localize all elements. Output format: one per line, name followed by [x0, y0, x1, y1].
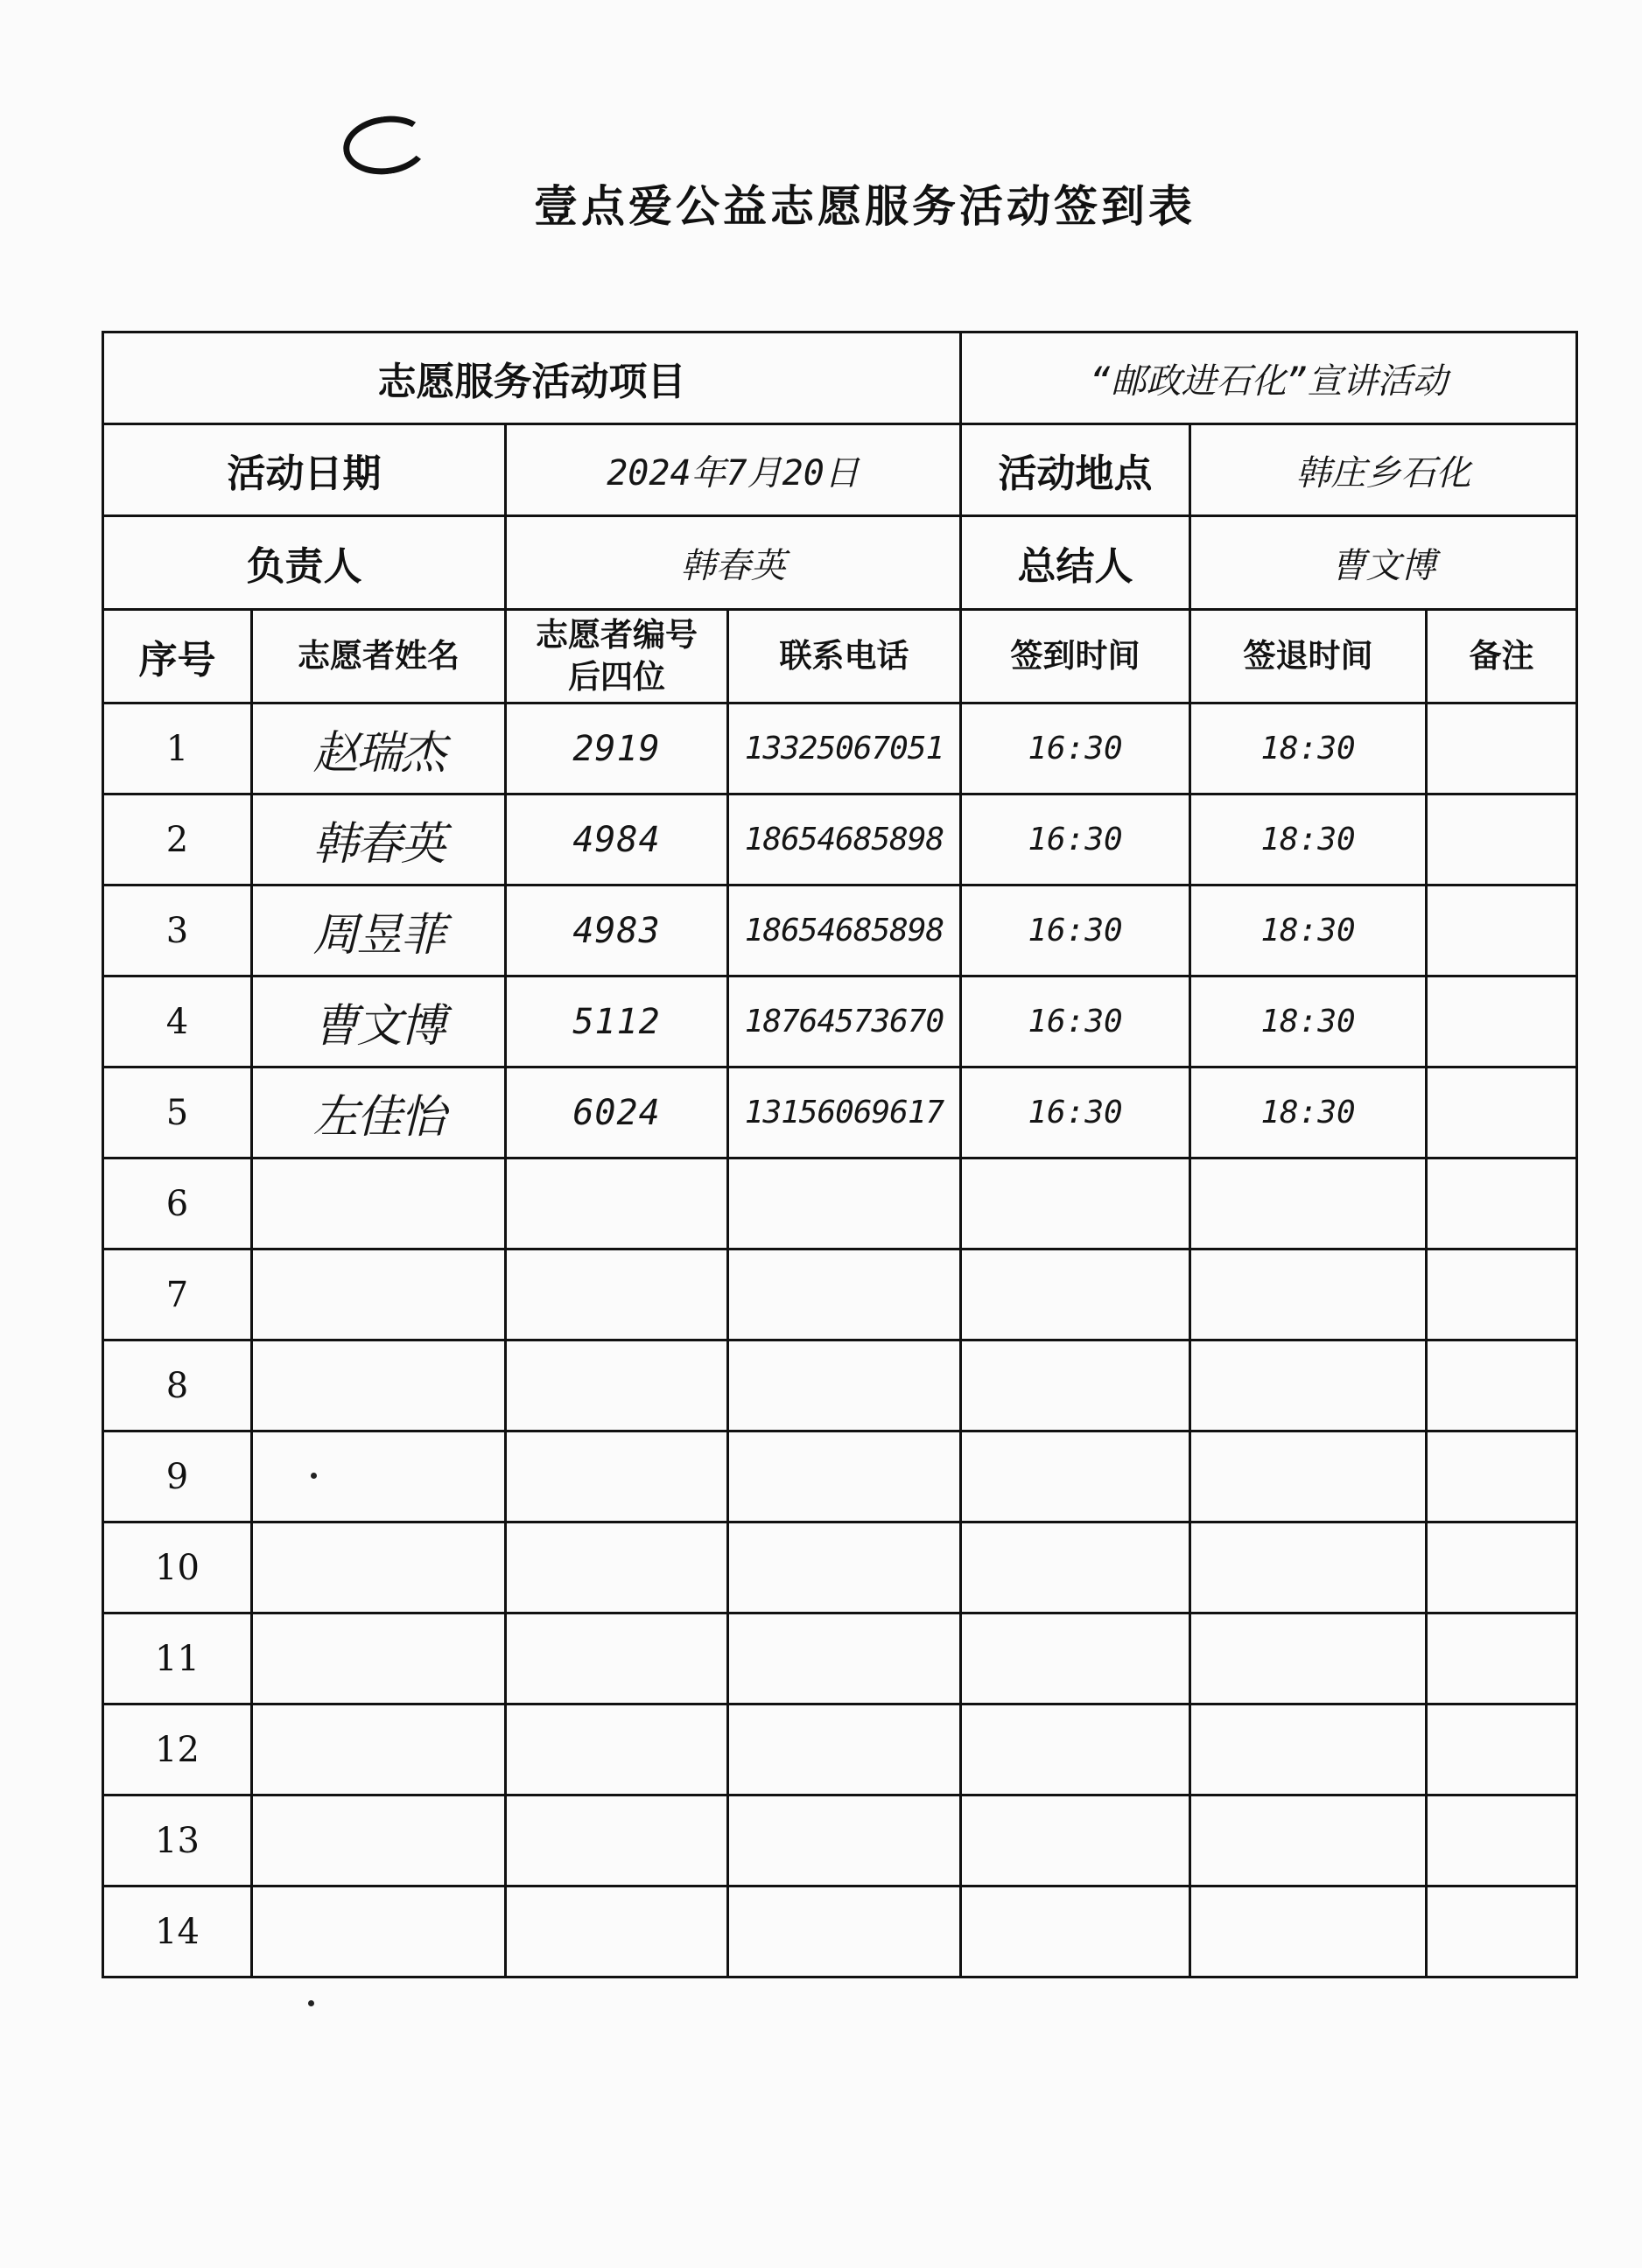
checkout-time: 18:30: [1260, 822, 1356, 858]
checkin-time-cell: [961, 886, 1190, 976]
seq: 6: [165, 1183, 189, 1224]
checkout-time-cell: [1190, 1250, 1427, 1340]
note-cell: [1427, 1614, 1577, 1704]
volunteer-id-cell: [506, 1432, 728, 1522]
phone-number-cell: [728, 1432, 961, 1522]
checkin-time: 16:30: [1028, 1095, 1123, 1130]
checkout-time-cell: [1190, 886, 1427, 976]
seq-cell: [103, 1522, 252, 1614]
volunteer-id-cell: [506, 886, 728, 976]
phone-number-cell: [728, 976, 961, 1068]
checkout-time-cell: [1190, 1614, 1427, 1704]
leader-value: 韩春英: [506, 516, 961, 610]
checkout-time-cell: [1190, 1886, 1427, 1978]
seq: 4: [165, 1001, 189, 1042]
checkout-time: 18:30: [1260, 913, 1356, 948]
volunteer-name-cell: [252, 1796, 506, 1886]
stray-ink-dot: [311, 1473, 317, 1479]
location-value: 韩庄乡石化: [1190, 424, 1577, 516]
checkin-time: 16:30: [1028, 1004, 1123, 1040]
date-row: [103, 424, 1577, 516]
col-id: [506, 610, 728, 704]
volunteer-id-cell: [506, 976, 728, 1068]
checkin-time-cell: [961, 704, 1190, 794]
table-row: [103, 1886, 1577, 1978]
col-note: 备注: [1427, 610, 1577, 704]
seq-cell: [103, 704, 252, 794]
volunteer-id-cell: [506, 1614, 728, 1704]
volunteer-name: 赵瑞杰: [312, 727, 445, 780]
volunteer-id: 2919: [572, 728, 661, 769]
seq-cell: [103, 1250, 252, 1340]
phone-number-cell: [728, 886, 961, 976]
checkout-time: 18:30: [1260, 731, 1356, 766]
table-row: [103, 1522, 1577, 1614]
checkin-time-cell: [961, 1340, 1190, 1432]
col-name: 志愿者姓名: [252, 610, 506, 704]
note-cell: [1427, 1886, 1577, 1978]
table-row: [103, 794, 1577, 886]
project-row: [103, 332, 1577, 424]
volunteer-name: 曹文博: [312, 1000, 445, 1053]
volunteer-id-cell: [506, 1250, 728, 1340]
summarizer-label: 总结人: [961, 516, 1190, 610]
checkin-time-cell: [961, 1614, 1190, 1704]
table-row: [103, 1796, 1577, 1886]
seq: 8: [165, 1365, 189, 1406]
volunteer-id-cell: [506, 704, 728, 794]
seq: 3: [165, 910, 189, 951]
table-row: [103, 1614, 1577, 1704]
phone-number: 13156069617: [744, 1095, 944, 1130]
phone-number-cell: [728, 1796, 961, 1886]
volunteer-name-cell: [252, 1886, 506, 1978]
volunteer-name-cell: [252, 1522, 506, 1614]
volunteer-id-cell: [506, 1340, 728, 1432]
volunteer-id: 4983: [572, 910, 661, 951]
date-value: 2024年7月20日: [506, 424, 961, 516]
seq-cell: [103, 976, 252, 1068]
note-cell: [1427, 976, 1577, 1068]
seq: 11: [155, 1638, 200, 1679]
seq: 1: [165, 728, 189, 769]
note-cell: [1427, 704, 1577, 794]
checkout-time-cell: [1190, 1068, 1427, 1158]
volunteer-name-cell: [252, 1250, 506, 1340]
hand-drawn-circle-mark: [340, 111, 432, 180]
note-cell: [1427, 1250, 1577, 1340]
seq: 5: [165, 1092, 189, 1133]
project-value: “邮政进石化”宣讲活动: [961, 332, 1577, 424]
seq-cell: [103, 1796, 252, 1886]
volunteer-name-cell: [252, 976, 506, 1068]
volunteer-id-cell: [506, 1796, 728, 1886]
page-title: 壹点爱公益志愿服务活动签到表: [534, 181, 1196, 232]
phone-number: 13325067051: [744, 731, 944, 766]
checkin-time-cell: [961, 1250, 1190, 1340]
volunteer-name-cell: [252, 1068, 506, 1158]
col-checkin: 签到时间: [961, 610, 1190, 704]
date-label: 活动日期: [103, 424, 506, 516]
note-cell: [1427, 1796, 1577, 1886]
checkin-time-cell: [961, 1068, 1190, 1158]
phone-number: 18654685898: [744, 822, 944, 858]
note-cell: [1427, 1432, 1577, 1522]
table-row: [103, 1432, 1577, 1522]
phone-number-cell: [728, 1158, 961, 1250]
volunteer-name: 周昱菲: [312, 909, 445, 962]
col-id-line1: 志愿者编号: [536, 615, 698, 654]
seq-cell: [103, 1704, 252, 1796]
checkin-time-cell: [961, 1522, 1190, 1614]
phone-number-cell: [728, 704, 961, 794]
phone-number-cell: [728, 1068, 961, 1158]
volunteer-id-cell: [506, 1886, 728, 1978]
checkout-time-cell: [1190, 1158, 1427, 1250]
sign-in-table: [102, 331, 1578, 1978]
checkin-time: 16:30: [1028, 822, 1123, 858]
table-row: [103, 1340, 1577, 1432]
checkout-time-cell: [1190, 1432, 1427, 1522]
checkin-time: 16:30: [1028, 913, 1123, 948]
note-cell: [1427, 1068, 1577, 1158]
table-row: [103, 1704, 1577, 1796]
leader-label: 负责人: [103, 516, 506, 610]
phone-number: 18654685898: [744, 913, 944, 948]
checkout-time: 18:30: [1260, 1095, 1356, 1130]
volunteer-name-cell: [252, 1158, 506, 1250]
checkout-time-cell: [1190, 976, 1427, 1068]
stray-ink-dot: [308, 2000, 314, 2006]
table-row: [103, 1158, 1577, 1250]
col-seq: 序号: [103, 610, 252, 704]
seq: 2: [165, 819, 189, 860]
checkout-time: 18:30: [1260, 1004, 1356, 1040]
phone-number-cell: [728, 1614, 961, 1704]
table-row: [103, 976, 1577, 1068]
checkout-time-cell: [1190, 1522, 1427, 1614]
note-cell: [1427, 1704, 1577, 1796]
volunteer-id-cell: [506, 1158, 728, 1250]
seq-cell: [103, 1340, 252, 1432]
summarizer-value: 曹文博: [1190, 516, 1577, 610]
volunteer-name-cell: [252, 794, 506, 886]
phone-number-cell: [728, 1340, 961, 1432]
seq: 14: [155, 1911, 200, 1952]
note-cell: [1427, 1158, 1577, 1250]
seq-cell: [103, 1158, 252, 1250]
checkout-time-cell: [1190, 704, 1427, 794]
volunteer-name-cell: [252, 1614, 506, 1704]
checkin-time-cell: [961, 1158, 1190, 1250]
volunteer-id-cell: [506, 794, 728, 886]
column-header-row: [103, 610, 1577, 704]
volunteer-name-cell: [252, 1432, 506, 1522]
note-cell: [1427, 886, 1577, 976]
table-row: [103, 1068, 1577, 1158]
checkin-time-cell: [961, 1432, 1190, 1522]
checkin-time-cell: [961, 794, 1190, 886]
checkin-time-cell: [961, 1704, 1190, 1796]
volunteer-id-cell: [506, 1068, 728, 1158]
seq-cell: [103, 1068, 252, 1158]
seq: 13: [155, 1820, 200, 1861]
volunteer-id: 5112: [572, 1001, 661, 1042]
phone-number-cell: [728, 1886, 961, 1978]
note-cell: [1427, 794, 1577, 886]
volunteer-name-cell: [252, 704, 506, 794]
col-checkout: 签退时间: [1190, 610, 1427, 704]
note-cell: [1427, 1522, 1577, 1614]
volunteer-name: 左佳怡: [312, 1091, 445, 1144]
volunteer-id: 6024: [572, 1092, 661, 1133]
seq-cell: [103, 886, 252, 976]
leader-row: [103, 516, 1577, 610]
checkout-time-cell: [1190, 794, 1427, 886]
seq-cell: [103, 794, 252, 886]
volunteer-name-cell: [252, 1704, 506, 1796]
checkin-time-cell: [961, 1886, 1190, 1978]
checkin-time: 16:30: [1028, 731, 1123, 766]
table-row: [103, 704, 1577, 794]
volunteer-id-cell: [506, 1522, 728, 1614]
phone-number: 18764573670: [744, 1004, 944, 1040]
checkout-time-cell: [1190, 1704, 1427, 1796]
col-phone: 联系电话: [728, 610, 961, 704]
seq: 9: [165, 1456, 189, 1497]
volunteer-name-cell: [252, 1340, 506, 1432]
seq: 10: [155, 1547, 200, 1588]
table-row: [103, 886, 1577, 976]
seq-cell: [103, 1886, 252, 1978]
volunteer-id: 4984: [572, 819, 661, 860]
phone-number-cell: [728, 794, 961, 886]
phone-number-cell: [728, 1704, 961, 1796]
phone-number-cell: [728, 1250, 961, 1340]
table-row: [103, 1250, 1577, 1340]
phone-number-cell: [728, 1522, 961, 1614]
volunteer-id-cell: [506, 1704, 728, 1796]
seq: 12: [155, 1729, 200, 1770]
volunteer-name: 韩春英: [312, 818, 445, 871]
checkin-time-cell: [961, 976, 1190, 1068]
col-id-line2: 后四位: [568, 658, 665, 696]
seq: 7: [165, 1274, 189, 1315]
checkin-time-cell: [961, 1796, 1190, 1886]
checkout-time-cell: [1190, 1340, 1427, 1432]
note-cell: [1427, 1340, 1577, 1432]
volunteer-name-cell: [252, 886, 506, 976]
seq-cell: [103, 1432, 252, 1522]
location-label: 活动地点: [961, 424, 1190, 516]
project-label: 志愿服务活动项目: [103, 332, 961, 424]
seq-cell: [103, 1614, 252, 1704]
checkout-time-cell: [1190, 1796, 1427, 1886]
